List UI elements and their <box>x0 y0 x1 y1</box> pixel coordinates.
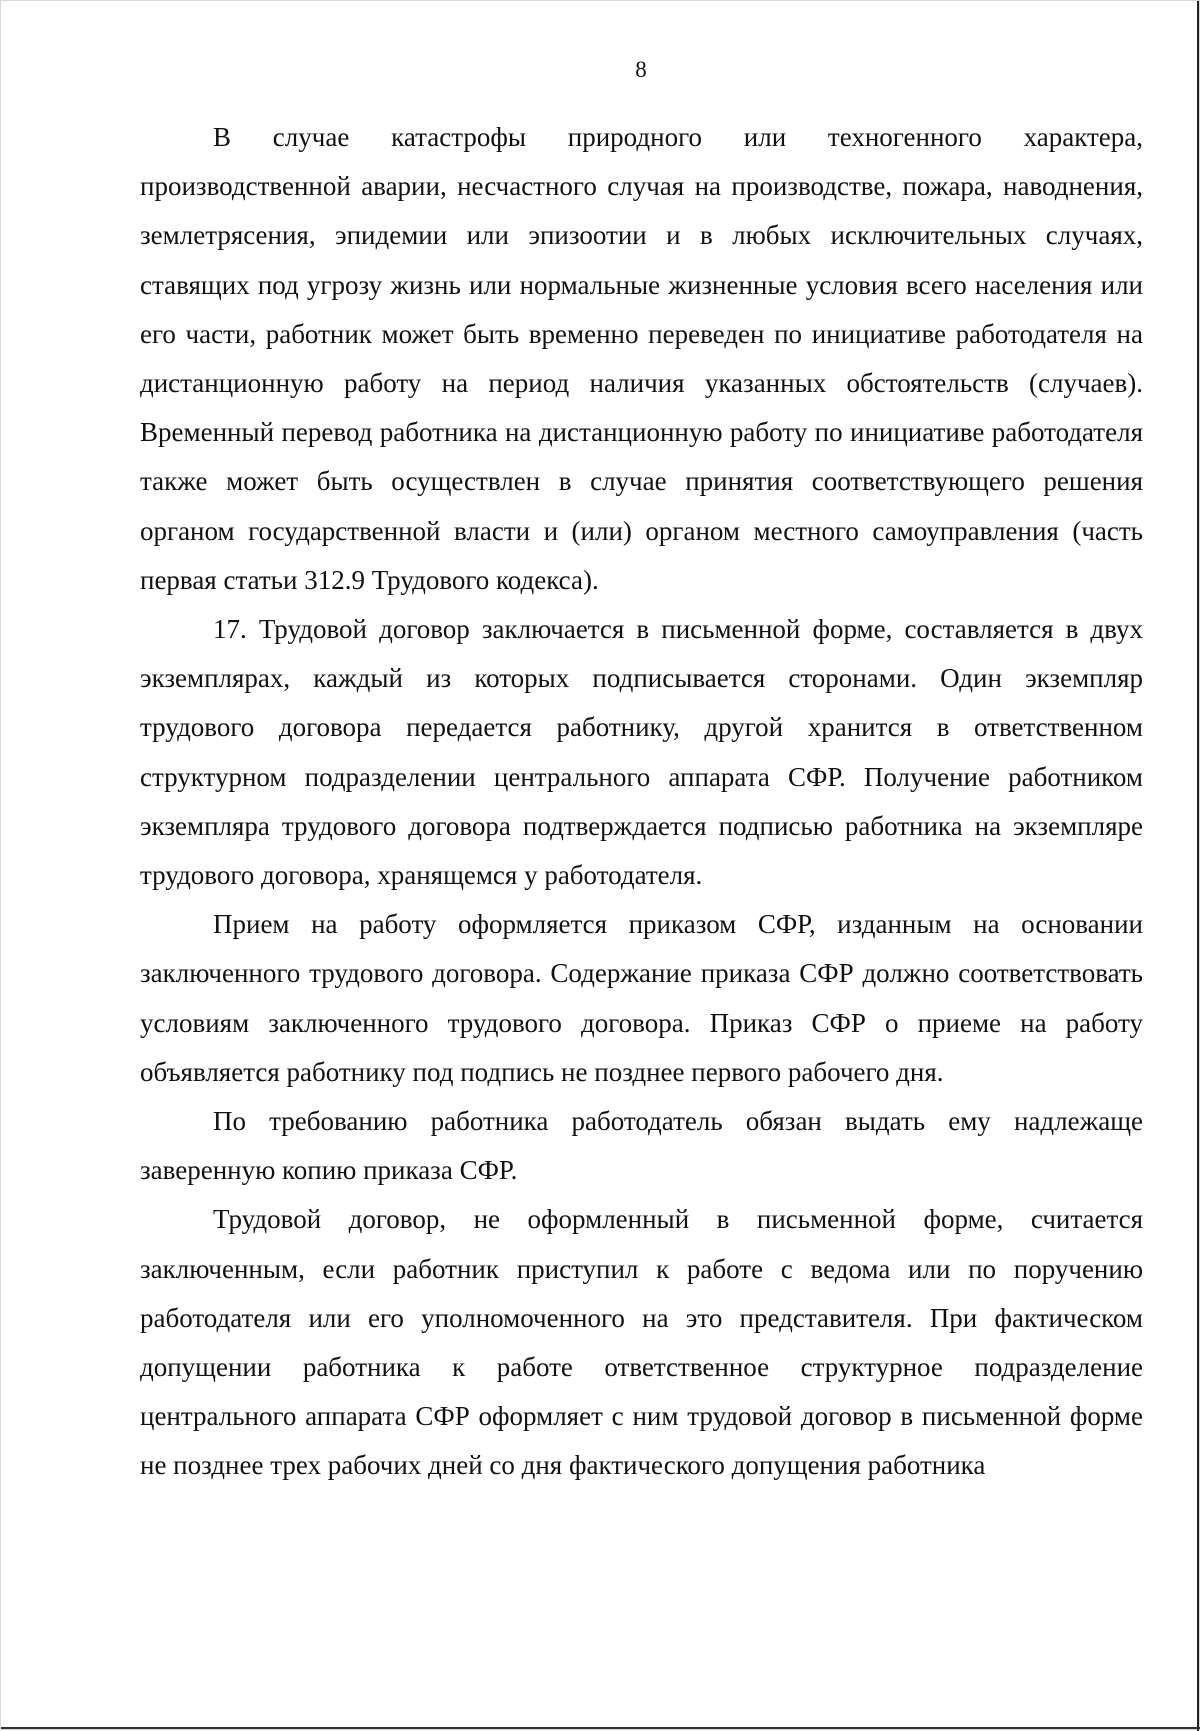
paragraph-hiring-order: Прием на работу оформляется приказом СФР, изданным на основании заключенного трудового договора. Содержание приказа СФР должно соответствовать условиям заключенного трудового договора. Приказ СФР о приеме на работу объявляется работнику под подпись не позднее первого рабочего дня. <box>140 909 1143 1087</box>
paragraph-unwritten-contract: Трудовой договор, не оформленный в письменной форме, считается заключенным, если работник приступил к работе с ведома или по поручению работодателя или его уполномоченного на это представителя. При фактическом допущении работника к работе ответственное структурное подразделение центрального аппарата СФР оформляет с ним трудовой договор в письменной форме не позднее трех рабочих дней со дня фактического допущения работника <box>140 1204 1143 1481</box>
page-number: 8 <box>635 57 647 82</box>
document-body <box>140 113 1143 1491</box>
scan-right-edge <box>1197 1 1199 1731</box>
paragraph-employment-contract-form: 17. Трудовой договор заключается в письменной форме, составляется в двух экземплярах, каждый из которых подписывается сторонами. Один экземпляр трудового договора передается работнику, другой хранится в ответственном структурном подразделении центрального аппарата СФР. Получение работником экземпляра трудового договора подтверждается подписью работника на экземпляре трудового договора, хранящемся у работодателя. <box>140 614 1143 891</box>
paragraph-remote-work-transfer: В случае катастрофы природного или техногенного характера, производственной аварии, несчастного случая на производстве, пожара, наводнения, землетрясения, эпидемии или эпизоотии и в любых исключительных случаях, ставящих под угрозу жизнь или нормальные жизненные условия всего населения или его части, работник может быть временно переведен по инициативе работодателя на дистанционную работу на период наличия указанных обстоятельств (случаев). Временный перевод работника на дистанционную работу по инициативе работодателя также может быть осуществлен в случае принятия соответствующего решения органом государственной власти и (или) органом местного самоуправления (часть первая статьи 312.9 Трудового кодекса). <box>140 122 1143 595</box>
scan-bottom-edge <box>1 1727 1200 1729</box>
paragraph-order-copy: По требованию работника работодатель обязан выдать ему надлежаще заверенную копию приказа СФР. <box>140 1106 1143 1186</box>
